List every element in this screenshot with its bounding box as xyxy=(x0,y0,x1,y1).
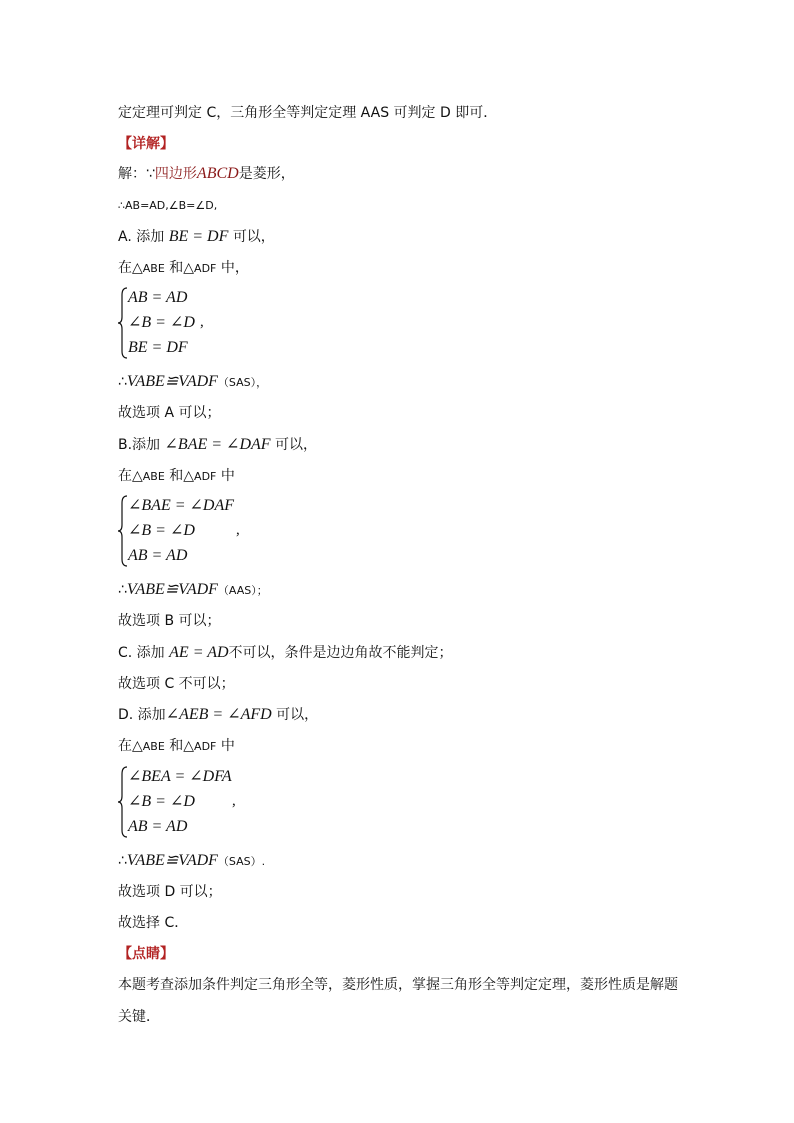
tri-a-2: ABE xyxy=(142,262,165,275)
tri-b-4: ADF xyxy=(194,470,217,483)
conc-b-math: VABE≌VADF xyxy=(126,581,218,598)
tri-a-5: 中， xyxy=(220,260,249,276)
system-a-line-3: BE = DF xyxy=(128,339,188,356)
system-d-line-3: AB = AD xyxy=(128,818,188,835)
tri-d-3: 和△ xyxy=(169,738,195,754)
conc-b-prefix: ∴ xyxy=(118,582,127,598)
triangle-line-d xyxy=(118,736,235,757)
text-line-2-math: ABCD xyxy=(196,165,239,182)
system-d-comma: , xyxy=(232,793,236,809)
text-line-2 xyxy=(118,164,295,184)
tri-a-3: 和△ xyxy=(169,260,195,276)
system-b-line-1: ∠BAE = ∠DAF xyxy=(128,497,235,514)
system-b-line-3: AB = AD xyxy=(128,547,188,564)
tri-d-4: ADF xyxy=(194,740,217,753)
conclusion-a xyxy=(118,372,267,393)
option-d-math: ∠AEB = ∠AFD xyxy=(165,706,272,723)
option-a-prefix: A. 添加 xyxy=(118,229,165,245)
system-d-line-1: ∠BEA = ∠DFA xyxy=(128,768,232,785)
option-a-result: 故选项 A 可以； xyxy=(118,405,221,421)
conc-a-math: VABE≌VADF xyxy=(126,373,218,390)
tri-d-5: 中 xyxy=(220,738,235,754)
option-d-result: 故选项 D 可以； xyxy=(118,884,222,900)
system-a-line-2: ∠B = ∠D xyxy=(128,314,195,331)
system-b-brace xyxy=(118,495,128,567)
review-heading: 【点睛】 xyxy=(118,946,174,962)
tri-d-1: 在△ xyxy=(118,738,143,754)
detail-heading: 【详解】 xyxy=(118,136,174,152)
option-c-suffix: 不可以，条件是边边角故不能判定； xyxy=(228,645,453,661)
option-d-line xyxy=(118,705,318,725)
system-a-brace xyxy=(118,287,128,359)
tri-b-5: 中 xyxy=(220,468,235,484)
text-line-1: 定定理可判定 C，三角形全等判定定理 AAS 可判定 D 即可． xyxy=(118,105,498,121)
tri-b-1: 在△ xyxy=(118,468,143,484)
option-c-math: AE = AD xyxy=(169,644,229,661)
conc-a-suffix: （SAS）， xyxy=(217,376,268,389)
option-b-math: ∠BAE = ∠DAF xyxy=(164,436,271,453)
tri-b-3: 和△ xyxy=(169,468,195,484)
system-b-line-2: ∠B = ∠D xyxy=(128,522,195,539)
text-line-2-prefix: 解：∵ xyxy=(118,166,155,182)
text-line-2-quad: 四边形 xyxy=(154,166,197,182)
option-d-suffix: 可以， xyxy=(276,707,319,723)
option-c-line xyxy=(118,643,453,663)
system-a-line-1: AB = AD xyxy=(128,289,188,306)
option-a-line xyxy=(118,227,275,247)
system-d-brace xyxy=(118,766,128,838)
conclusion-b xyxy=(118,580,268,601)
tri-d-2: ABE xyxy=(142,740,165,753)
option-a-suffix: 可以， xyxy=(232,229,275,245)
option-a-math: BE = DF xyxy=(168,228,229,245)
conc-d-math: VABE≌VADF xyxy=(126,852,218,869)
final-answer: 故选择 C． xyxy=(118,915,189,931)
conc-b-suffix: （AAS）； xyxy=(217,584,268,597)
option-c-result: 故选项 C 不可以； xyxy=(118,676,235,692)
triangle-line-a xyxy=(118,258,249,279)
option-c-prefix: C. 添加 xyxy=(118,645,165,661)
system-a-comma: , xyxy=(200,314,204,330)
option-d-prefix: D. 添加 xyxy=(118,707,166,723)
tri-a-4: ADF xyxy=(194,262,217,275)
conc-a-prefix: ∴ xyxy=(118,374,127,390)
option-b-suffix: 可以， xyxy=(275,437,317,453)
summary-line-1: 本题考查添加条件判定三角形全等，菱形性质，掌握三角形全等判定定理，菱形性质是解题 xyxy=(118,977,678,993)
conc-d-suffix: （SAS）. xyxy=(217,855,266,868)
text-line-2-suffix: 是菱形， xyxy=(238,166,295,182)
text-line-3: ∴AB=AD,∠B=∠D, xyxy=(118,199,218,212)
conclusion-d xyxy=(118,851,265,872)
option-b-line xyxy=(118,435,317,455)
tri-a-1: 在△ xyxy=(118,260,143,276)
conc-d-prefix: ∴ xyxy=(118,853,127,869)
system-b-comma: , xyxy=(236,522,240,538)
option-b-prefix: B.添加 xyxy=(118,437,161,453)
option-b-result: 故选项 B 可以； xyxy=(118,613,221,629)
tri-b-2: ABE xyxy=(142,470,165,483)
summary-line-2: 关键． xyxy=(118,1009,160,1025)
system-d-line-2: ∠B = ∠D xyxy=(128,793,195,810)
triangle-line-b xyxy=(118,466,235,487)
